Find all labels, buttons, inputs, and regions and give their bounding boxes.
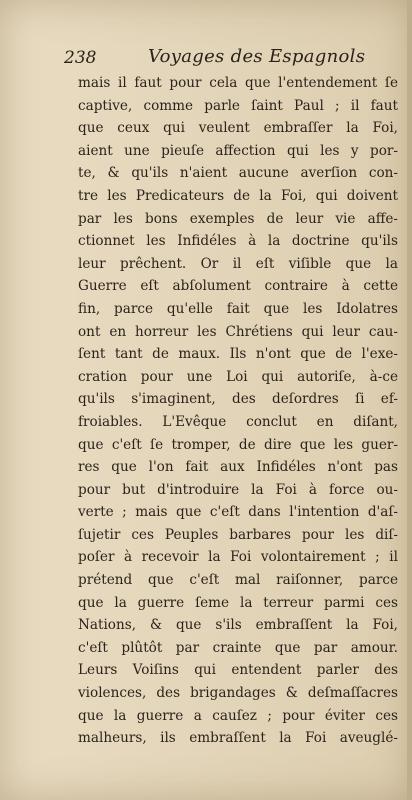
text-line: qu'ils s'imaginent, des deſordres ſi ef- xyxy=(78,391,398,408)
text-line: c'eſt plûtôt par crainte que par amour. xyxy=(78,639,398,656)
text-line: tre les Predicateurs de la Foi, qui doivent xyxy=(78,187,398,204)
text-line: Nations, & que s'ils embraſſent la Foi, xyxy=(78,617,398,634)
text-line: fin, parce qu'elle fait que les Idolatres xyxy=(78,300,398,317)
text-line: res que l'on fait aux Infidéles n'ont pas xyxy=(78,459,398,476)
text-line: aient une pieuſe affection qui les y por- xyxy=(78,142,398,159)
text-line: poſer à recevoir la Foi volontairement ; il xyxy=(78,549,398,566)
text-line: ſent tant de maux. Ils n'ont que de l'exe- xyxy=(78,346,398,363)
text-line: que la guerre ſeme la terreur parmi ces xyxy=(78,594,398,611)
text-line: ſujetir ces Peuples barbares pour les diſ- xyxy=(78,526,398,543)
text-line: prétend que c'eſt mal raiſonner, parce xyxy=(78,572,398,589)
text-line: que ceux qui veulent embraſſer la Foi, xyxy=(78,120,398,137)
text-line: violences, des brigandages & deſmaſſacres xyxy=(78,685,398,702)
text-line: leur prêchent. Or il eſt viſible que la xyxy=(78,255,398,272)
page-edge xyxy=(407,0,412,800)
page-number: 238 xyxy=(64,48,97,68)
text-line: mais il faut pour cela que l'entendement ſe xyxy=(78,75,398,91)
page-header xyxy=(64,46,402,72)
text-line: cration pour une Loi qui autoriſe, à-ce xyxy=(78,368,398,385)
body-text xyxy=(78,72,398,750)
text-line: Guerre eſt abſolument contraire à cette xyxy=(78,278,398,295)
text-line: que la guerre a cauſez ; pour éviter ces xyxy=(78,707,398,724)
text-line: te, & qu'ils n'aient aucune averſion con- xyxy=(78,165,398,182)
text-line: froiables. L'Evêque conclut en diſant, xyxy=(78,413,398,430)
text-line: pour but d'introduire la Foi à force ou- xyxy=(78,481,398,498)
text-line: verte ; mais que c'eſt dans l'intention d'aſ- xyxy=(78,504,398,521)
text-line: que c'eſt ſe tromper, de dire que les guer- xyxy=(78,436,398,453)
text-line: par les bons exemples de leur vie affe- xyxy=(78,210,398,227)
running-head: Voyages des Espagnols xyxy=(148,46,366,67)
text-line: ctionnet les Infidéles à la doctrine qu'ils xyxy=(78,233,398,250)
text-line: malheurs, ils embraſſent la Foi aveuglé- xyxy=(78,730,398,747)
text-line: Leurs Voiſins qui entendent parler des xyxy=(78,662,398,679)
text-line: captive, comme parle ſaint Paul ; il faut xyxy=(78,97,398,114)
text-line: ont en horreur les Chrétiens qui leur cau- xyxy=(78,323,398,340)
